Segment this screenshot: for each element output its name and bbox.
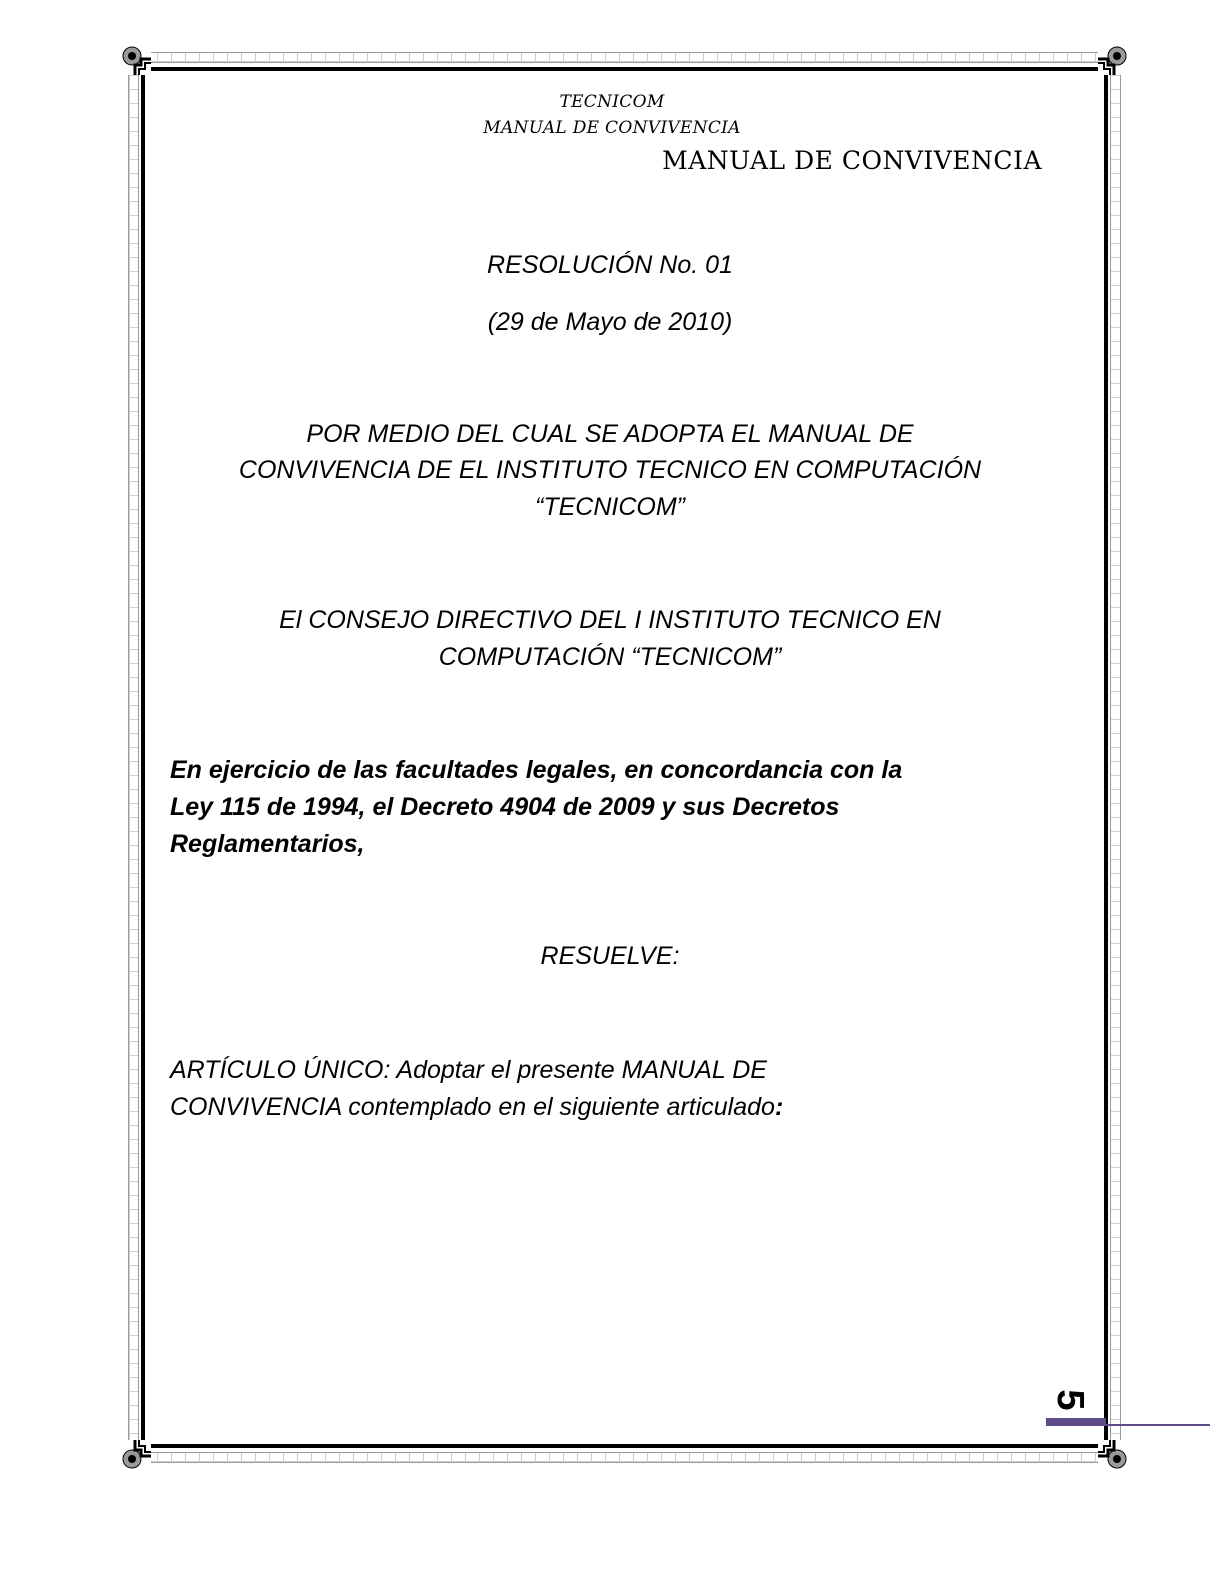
considering-line-3: Reglamentarios, [170,830,365,858]
article-line-2-text: CONVIVENCIA contemplado en el siguiente articulado [170,1093,775,1121]
subject-line-2: CONVIVENCIA DE EL INSTITUTO TECNICO EN COMPUTACIÓN [238,456,982,484]
corner-ornament-top-left [121,45,151,75]
header-institution: TECNICOM [559,92,665,112]
subject-line-1: POR MEDIO DEL CUAL SE ADOPTA EL MANUAL DE [306,420,914,448]
page-tab-accent [1046,1418,1106,1426]
considering-line-2: Ley 115 de 1994, el Decreto 4904 de 2009 y sus Decretos [170,793,840,821]
council-line-1: El CONSEJO DIRECTIVO DEL I INSTITUTO TECNICO EN [279,606,941,634]
article-line-2 [170,1089,1050,1126]
resolution-date: (29 de Mayo de 2010) [487,308,733,336]
article-paragraph [170,1052,1050,1126]
subject-line-3: “TECNICOM” [535,493,685,521]
resolution-number: RESOLUCIÓN No. 01 [487,251,733,279]
resolves-heading: RESUELVE: [540,942,680,970]
article-line-2-colon: : [774,1093,784,1121]
considering-paragraph [170,752,1050,863]
header-document-name: MANUAL DE CONVIVENCIA [483,118,741,138]
council-line-2: COMPUTACIÓN “TECNICOM” [438,643,782,671]
article-line-1: ARTÍCULO ÚNICO: Adoptar el presente MANUAL DE [170,1056,767,1084]
corner-ornament-bottom-right [1098,1440,1128,1470]
considering-line-1: En ejercicio de las facultades legales, en concordancia con la [170,756,903,784]
page-number: 5 [1049,1389,1091,1411]
running-title: MANUAL DE CONVIVENCIA [662,146,1042,175]
corner-ornament-top-right [1098,45,1128,75]
page-tab-line [1106,1424,1210,1426]
corner-ornament-bottom-left [121,1440,151,1470]
